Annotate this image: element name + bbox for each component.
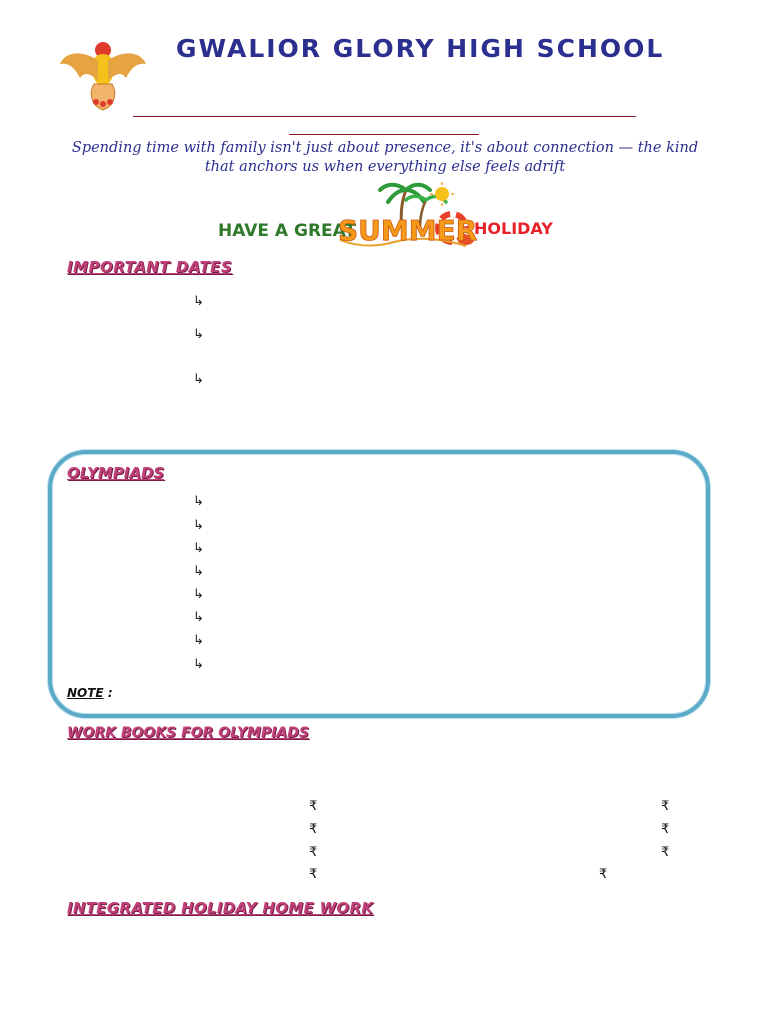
bullet-arrow-icon: ↳ — [193, 518, 204, 533]
rupee-icon: ₹ — [661, 845, 670, 860]
svg-text:HOLIDAY !: HOLIDAY ! — [474, 219, 558, 238]
svg-text:SUMMER: SUMMER — [338, 214, 478, 247]
bullet-arrow-icon: ↳ — [193, 372, 204, 387]
bullet-arrow-icon: ↳ — [193, 610, 204, 625]
school-logo — [58, 40, 148, 114]
ihw-heading: INTEGRATED HOLIDAY HOME WORK — [67, 899, 374, 917]
sun-icon — [430, 182, 454, 206]
bullet-arrow-icon: ↳ — [193, 564, 204, 579]
bullet-arrow-icon: ↳ — [193, 587, 204, 602]
rupee-icon: ₹ — [599, 867, 608, 882]
svg-text:HAVE A GREAT: HAVE A GREAT — [218, 221, 357, 241]
divider-line-short — [289, 134, 479, 135]
rupee-icon: ₹ — [309, 799, 318, 814]
olympiads-frame — [48, 450, 710, 718]
workbooks-heading: WORK BOOKS FOR OLYMPIADS — [67, 725, 309, 741]
rupee-icon: ₹ — [309, 845, 318, 860]
bullet-arrow-icon: ↳ — [193, 327, 204, 342]
divider-line — [133, 116, 636, 117]
rupee-icon: ₹ — [661, 799, 670, 814]
rupee-icon: ₹ — [309, 822, 318, 837]
note-label: NOTE : — [67, 686, 113, 700]
summer-holiday-banner — [216, 180, 558, 252]
rupee-icon: ₹ — [661, 822, 670, 837]
bullet-arrow-icon: ↳ — [193, 541, 204, 556]
bullet-arrow-icon: ↳ — [193, 294, 204, 309]
important-dates-heading: IMPORTANT DATES — [67, 258, 233, 276]
school-name: GWALIOR GLORY HIGH SCHOOL — [176, 34, 665, 63]
family-quote: Spending time with family isn't just about presence, it's about connection — the kind that anchors us when everything else feels adrift — [71, 140, 699, 175]
bullet-arrow-icon: ↳ — [193, 633, 204, 648]
olympiads-heading: OLYMPIADS — [67, 464, 165, 482]
bullet-arrow-icon: ↳ — [193, 657, 204, 672]
rupee-icon: ₹ — [309, 867, 318, 882]
bullet-arrow-icon: ↳ — [193, 494, 204, 509]
